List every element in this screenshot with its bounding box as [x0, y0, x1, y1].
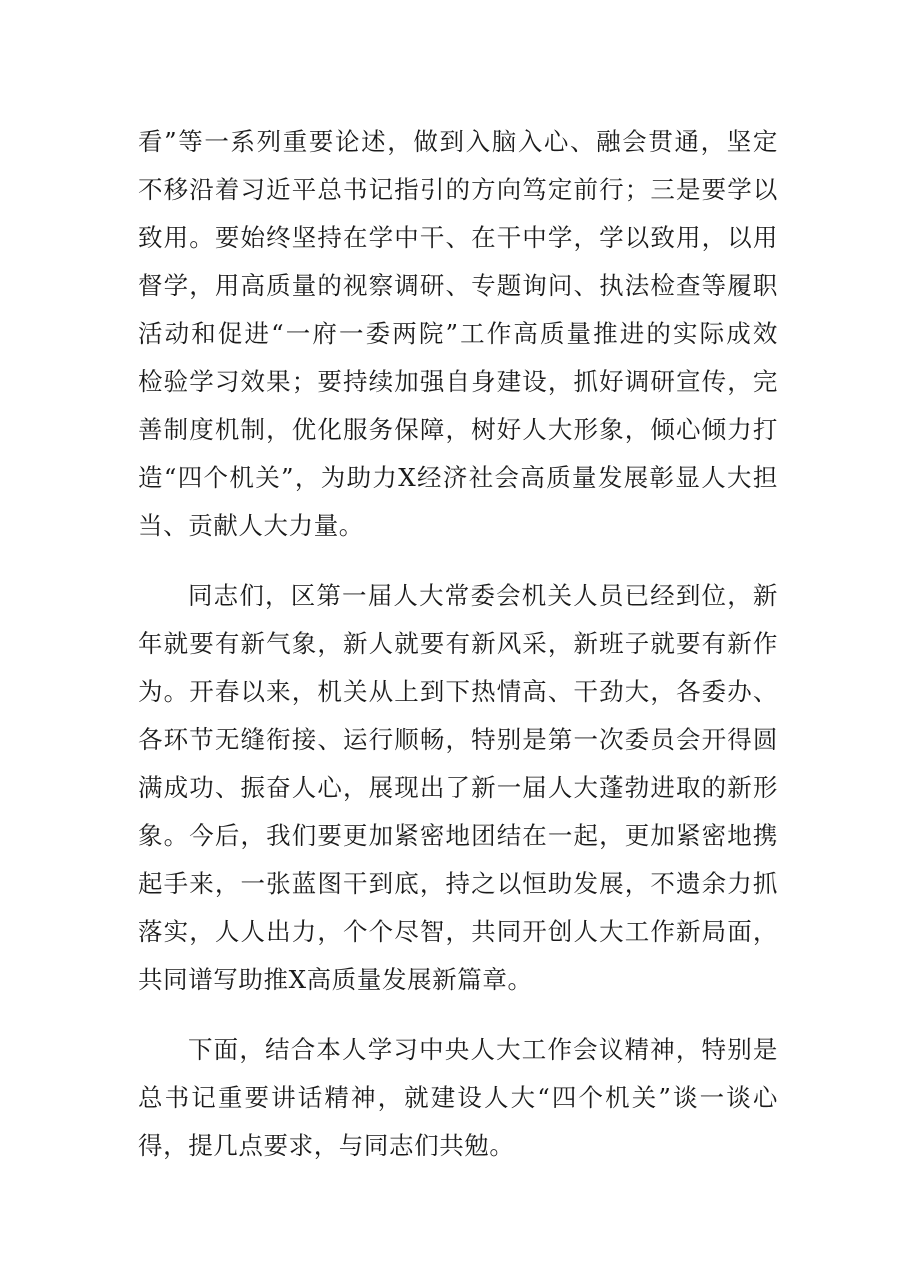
text-line: 致用。要始终坚持在学中干、在干中学，学以致用，以用 [138, 223, 778, 252]
text-line: 象。今后，我们要更加紧密地团结在一起，更加紧密地携 [138, 821, 778, 850]
text-line: 总书记重要讲话精神，就建设人大“四个机关”谈一谈心 [138, 1083, 778, 1112]
text-line: 善制度机制，优化服务保障，树好人大形象，倾心倾力打 [138, 415, 778, 444]
text-line: 督学，用高质量的视察调研、专题询问、执法检查等履职 [138, 271, 778, 300]
paragraph-2 [138, 572, 778, 1004]
text-line: 下面，结合本人学习中央人大工作会议精神，特别是 [188, 1035, 778, 1064]
text-line: 不移沿着习近平总书记指引的方向笃定前行；三是要学以 [138, 175, 778, 204]
text-line: 为。开春以来，机关从上到下热情高、干劲大，各委办、 [138, 677, 778, 706]
text-line: 落实，人人出力，个个尽智，共同开创人大工作新局面， [138, 917, 778, 946]
text-line: 看”等一系列重要论述，做到入脑入心、融会贯通，坚定 [138, 127, 778, 156]
text-line: 满成功、振奋人心，展现出了新一届人大蓬勃进取的新形 [138, 773, 778, 802]
text-line: 活动和促进“一府一委两院”工作高质量推进的实际成效 [138, 319, 778, 348]
paragraph-3 [138, 1026, 778, 1170]
text-line: 当、贡献人大力量。 [138, 511, 364, 540]
text-line: 年就要有新气象，新人就要有新风采，新班子就要有新作 [138, 629, 778, 658]
text-line: 起手来，一张蓝图干到底，持之以恒助发展，不遗余力抓 [138, 869, 778, 898]
text-line: 检验学习效果；要持续加强自身建设，抓好调研宣传，完 [138, 367, 778, 396]
text-line: 造“四个机关”，为助力X经济社会高质量发展彰显人大担 [138, 463, 778, 492]
paragraph-1 [138, 118, 778, 550]
text-line: 各环节无缝衔接、运行顺畅，特别是第一次委员会开得圆 [138, 725, 778, 754]
body-text [138, 118, 778, 1170]
paragraph-spacer [138, 550, 778, 572]
text-line: 共同谱写助推X高质量发展新篇章。 [138, 965, 533, 994]
paragraph-spacer [138, 1004, 778, 1026]
text-line: 同志们，区第一届人大常委会机关人员已经到位，新 [188, 581, 778, 610]
text-line: 得，提几点要求，与同志们共勉。 [138, 1131, 515, 1160]
